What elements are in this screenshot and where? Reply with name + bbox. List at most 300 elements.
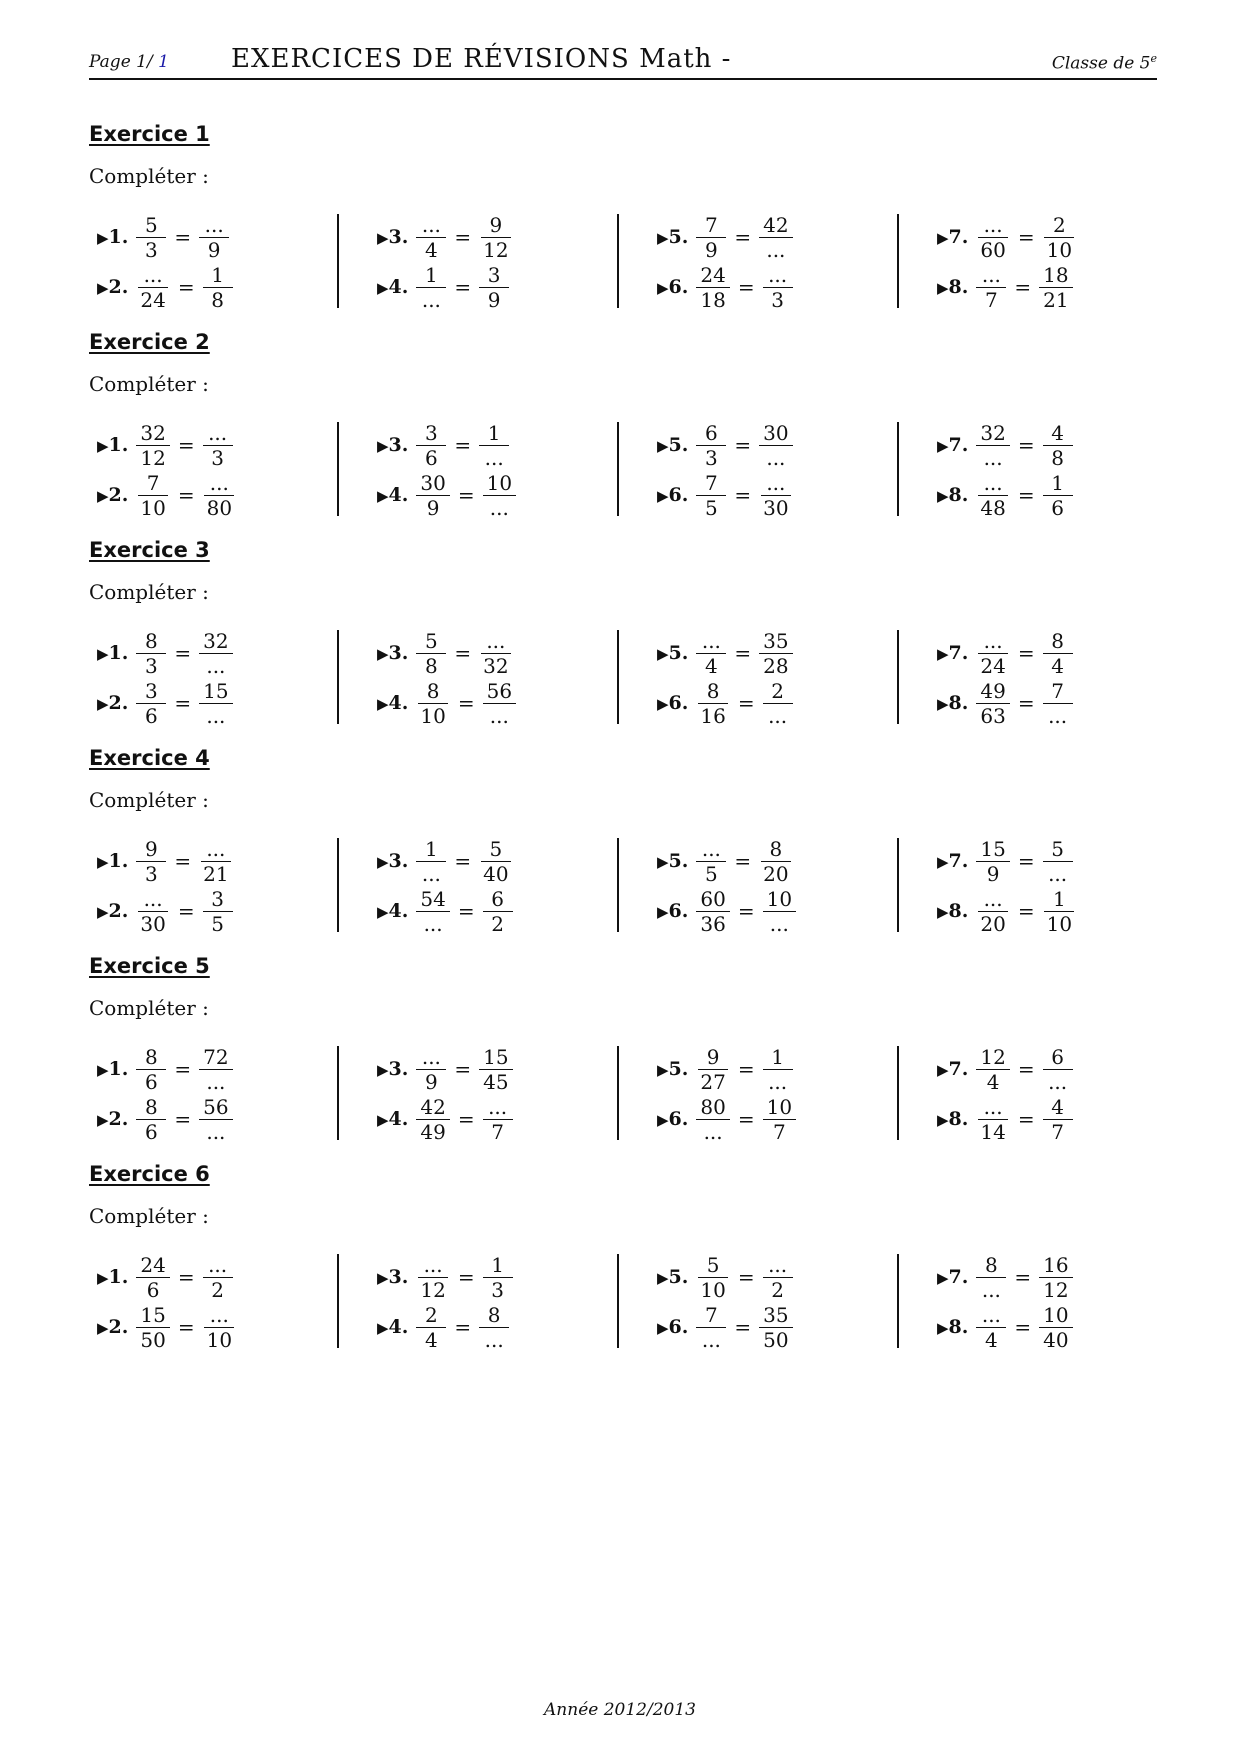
denominator: 30	[763, 495, 789, 520]
numerator: 30	[416, 471, 449, 496]
numerator: 8	[136, 1045, 166, 1070]
item-number: 3.	[388, 434, 409, 456]
numerator: 60	[696, 887, 729, 912]
item-label	[377, 226, 408, 248]
exercise-item	[97, 1094, 233, 1144]
exercise-item	[937, 678, 1073, 728]
denominator: 9	[705, 237, 718, 262]
triangle-icon: ▶	[937, 1061, 949, 1079]
triangle-icon: ▶	[657, 229, 669, 247]
item-number: 7.	[948, 642, 969, 664]
exercise-block	[0, 122, 1240, 352]
exercise-instruction: Compléter :	[89, 996, 209, 1020]
fraction	[479, 1303, 509, 1352]
equals-sign: =	[734, 849, 752, 873]
item-number: 5.	[668, 1266, 689, 1288]
item-label	[937, 692, 968, 714]
denominator: 10	[420, 703, 446, 728]
item-number: 1.	[108, 434, 129, 456]
numerator: 10	[483, 471, 516, 496]
denominator: 36	[700, 911, 726, 936]
exercise-title: Exercice 1	[89, 122, 210, 146]
numerator: 5	[481, 837, 511, 862]
item-number: 2.	[108, 1108, 129, 1130]
item-label	[937, 850, 968, 872]
column-divider	[617, 1046, 619, 1140]
numerator: 3	[136, 679, 166, 704]
denominator: 12	[140, 445, 166, 470]
fraction	[1043, 421, 1073, 470]
numerator: 24	[696, 263, 729, 288]
denominator: 3	[491, 1277, 504, 1302]
equals-sign: =	[177, 483, 195, 507]
equals-sign: =	[1014, 1265, 1032, 1289]
equals-sign: =	[457, 899, 475, 923]
numerator: 8	[136, 629, 166, 654]
item-label	[377, 1266, 408, 1288]
item-label	[377, 1058, 408, 1080]
fraction	[203, 471, 236, 520]
denominator: 9	[207, 237, 221, 262]
exercise-item	[97, 1302, 236, 1352]
numerator: 32	[136, 421, 169, 446]
denominator: 3	[145, 861, 158, 886]
fraction	[479, 263, 509, 312]
numerator: 3	[203, 887, 233, 912]
denominator: ...	[206, 653, 226, 678]
fraction	[203, 421, 233, 470]
denominator: 6	[1051, 495, 1064, 520]
exercise-item	[657, 678, 793, 728]
fraction	[976, 471, 1009, 520]
numerator: 10	[763, 1095, 796, 1120]
numerator: 6	[1043, 1045, 1073, 1070]
denominator: ...	[1048, 861, 1068, 886]
item-label	[97, 276, 128, 298]
triangle-icon: ▶	[377, 853, 389, 871]
denominator: ...	[981, 1277, 1001, 1302]
fraction	[416, 629, 446, 678]
denominator: 45	[483, 1069, 509, 1094]
triangle-icon: ▶	[377, 437, 389, 455]
item-label	[657, 226, 688, 248]
numerator: 1	[416, 837, 446, 862]
triangle-icon: ▶	[377, 695, 389, 713]
denominator: 6	[145, 1119, 158, 1144]
triangle-icon: ▶	[377, 1061, 389, 1079]
column-divider	[897, 422, 899, 516]
fraction	[976, 1253, 1006, 1302]
page-footer: Année 2012/2013	[544, 1700, 696, 1720]
item-number: 1.	[108, 1058, 129, 1080]
exercise-column	[369, 1252, 651, 1352]
denominator: ...	[484, 445, 504, 470]
numerator: 2	[416, 1303, 446, 1328]
fraction	[483, 471, 516, 520]
fraction	[763, 263, 793, 312]
numerator: 18	[1039, 263, 1072, 288]
triangle-icon: ▶	[97, 903, 109, 921]
fraction	[696, 213, 726, 262]
item-number: 4.	[388, 1108, 409, 1130]
denominator: 9	[487, 287, 501, 312]
fraction	[203, 1303, 236, 1352]
exercise-grid	[0, 836, 1240, 946]
denominator: 7	[772, 1119, 786, 1144]
equals-sign: =	[177, 275, 195, 299]
denominator: 24	[980, 653, 1006, 678]
triangle-icon: ▶	[937, 487, 949, 505]
numerator: 8	[1043, 629, 1073, 654]
denominator: ...	[703, 1119, 723, 1144]
denominator: 30	[140, 911, 166, 936]
equals-sign: =	[1017, 433, 1035, 457]
exercise-column	[89, 212, 371, 312]
fraction	[1043, 837, 1073, 886]
numerator: ...	[978, 629, 1008, 654]
denominator: 3	[145, 653, 158, 678]
numerator: 72	[199, 1045, 232, 1070]
triangle-icon: ▶	[97, 645, 109, 663]
item-number: 6.	[668, 484, 689, 506]
fraction	[976, 1095, 1009, 1144]
triangle-icon: ▶	[657, 1111, 669, 1129]
denominator: 12	[1043, 1277, 1069, 1302]
equals-sign: =	[454, 225, 472, 249]
fraction	[416, 1045, 446, 1094]
item-number: 6.	[668, 1316, 689, 1338]
exercise-grid	[0, 1252, 1240, 1362]
denominator: 10	[700, 1277, 726, 1302]
denominator: 2	[771, 1277, 784, 1302]
exercise-column	[649, 212, 931, 312]
fraction	[416, 1303, 446, 1352]
item-label	[657, 850, 688, 872]
exercise-grid	[0, 1044, 1240, 1154]
numerator: 5	[698, 1253, 728, 1278]
numerator: 3	[479, 263, 509, 288]
exercise-instruction: Compléter :	[89, 1204, 209, 1228]
item-number: 2.	[108, 900, 129, 922]
item-number: 3.	[388, 226, 409, 248]
numerator: 35	[759, 1303, 792, 1328]
equals-sign: =	[1017, 691, 1035, 715]
numerator: 2	[763, 679, 793, 704]
item-label	[97, 226, 128, 248]
triangle-icon: ▶	[97, 487, 109, 505]
exercise-instruction: Compléter :	[89, 372, 209, 396]
numerator: 10	[1039, 1303, 1072, 1328]
equals-sign: =	[734, 225, 752, 249]
triangle-icon: ▶	[657, 645, 669, 663]
exercise-item	[657, 1094, 796, 1144]
item-number: 6.	[668, 692, 689, 714]
exercise-column	[369, 212, 651, 312]
exercise-item	[657, 262, 793, 312]
fraction	[696, 263, 729, 312]
exercise-item	[377, 1252, 513, 1302]
denominator: ...	[206, 1119, 226, 1144]
numerator: ...	[203, 421, 233, 446]
numerator: ...	[201, 837, 231, 862]
item-label	[97, 1266, 128, 1288]
fraction	[483, 1095, 513, 1144]
equals-sign: =	[734, 641, 752, 665]
exercise-column	[929, 836, 1211, 936]
equals-sign: =	[174, 225, 192, 249]
denominator: 6	[145, 1069, 158, 1094]
fraction	[136, 213, 166, 262]
item-label	[657, 1266, 688, 1288]
triangle-icon: ▶	[97, 1061, 109, 1079]
exercise-item	[657, 1302, 793, 1352]
exercise-title: Exercice 5	[89, 954, 210, 978]
denominator: 48	[980, 495, 1006, 520]
numerator: 8	[761, 837, 791, 862]
item-number: 3.	[388, 1058, 409, 1080]
denominator: 10	[1046, 237, 1073, 262]
numerator: 6	[696, 421, 726, 446]
exercise-column	[89, 836, 371, 936]
denominator: 20	[763, 861, 789, 886]
item-label	[657, 642, 688, 664]
item-number: 4.	[388, 276, 409, 298]
denominator: 6	[145, 703, 158, 728]
item-label	[97, 484, 128, 506]
exercise-item	[657, 420, 793, 470]
numerator: ...	[978, 1095, 1008, 1120]
exercise-column	[89, 628, 371, 728]
fraction	[696, 1303, 726, 1352]
equals-sign: =	[174, 849, 192, 873]
equals-sign: =	[177, 433, 195, 457]
equals-sign: =	[737, 1265, 755, 1289]
exercise-item	[937, 1252, 1073, 1302]
item-label	[937, 1108, 968, 1130]
fraction	[416, 837, 446, 886]
numerator: 4	[1043, 421, 1073, 446]
denominator: 40	[1043, 1327, 1069, 1352]
item-label	[937, 276, 968, 298]
denominator: 27	[700, 1069, 726, 1094]
numerator: 7	[1043, 679, 1073, 704]
exercise-item	[937, 628, 1073, 678]
denominator: 50	[763, 1327, 789, 1352]
exercise-title: Exercice 3	[89, 538, 210, 562]
numerator: ...	[416, 213, 446, 238]
denominator: 10	[206, 1327, 233, 1352]
exercise-item	[97, 628, 233, 678]
triangle-icon: ▶	[377, 1269, 389, 1287]
item-label	[97, 434, 128, 456]
exercise-item	[377, 262, 509, 312]
denominator: 28	[763, 653, 789, 678]
item-number: 5.	[668, 1058, 689, 1080]
exercise-item	[657, 628, 793, 678]
equals-sign: =	[454, 641, 472, 665]
triangle-icon: ▶	[937, 695, 949, 713]
numerator: 8	[976, 1253, 1006, 1278]
fraction	[416, 887, 449, 936]
numerator: 49	[976, 679, 1009, 704]
item-number: 6.	[668, 900, 689, 922]
fraction	[136, 837, 166, 886]
numerator: ...	[763, 1253, 793, 1278]
numerator: 24	[136, 1253, 169, 1278]
equals-sign: =	[737, 899, 755, 923]
numerator: 80	[696, 1095, 729, 1120]
item-number: 5.	[668, 226, 689, 248]
exercise-item	[657, 1044, 793, 1094]
denominator: 4	[425, 237, 438, 262]
denominator: 3	[771, 287, 784, 312]
fraction	[763, 1095, 796, 1144]
item-label	[377, 692, 408, 714]
fraction	[199, 213, 229, 262]
equals-sign: =	[1014, 1315, 1032, 1339]
exercise-column	[929, 1252, 1211, 1352]
item-number: 2.	[108, 692, 129, 714]
fraction	[1039, 263, 1072, 312]
exercise-grid	[0, 212, 1240, 322]
numerator: 32	[199, 629, 232, 654]
exercise-column	[649, 420, 931, 520]
fraction	[199, 629, 232, 678]
numerator: ...	[978, 213, 1008, 238]
equals-sign: =	[457, 483, 475, 507]
denominator: 5	[705, 861, 718, 886]
equals-sign: =	[1017, 483, 1035, 507]
item-label	[377, 642, 408, 664]
equals-sign: =	[1017, 225, 1035, 249]
numerator: ...	[696, 837, 726, 862]
exercise-item	[97, 678, 233, 728]
numerator: 5	[416, 629, 446, 654]
numerator: ...	[199, 213, 229, 238]
fraction	[203, 1253, 233, 1302]
fraction	[479, 1045, 512, 1094]
item-label	[377, 276, 408, 298]
item-number: 5.	[668, 434, 689, 456]
triangle-icon: ▶	[97, 1111, 109, 1129]
numerator: 9	[481, 213, 511, 238]
fraction	[483, 887, 513, 936]
fraction	[199, 679, 232, 728]
exercise-item	[377, 470, 516, 520]
exercise-block	[0, 1162, 1240, 1392]
fraction	[976, 887, 1009, 936]
exercise-item	[937, 886, 1076, 936]
column-divider	[897, 630, 899, 724]
item-number: 7.	[948, 226, 969, 248]
denominator: 20	[980, 911, 1006, 936]
exercise-column	[929, 420, 1211, 520]
fraction	[1039, 1253, 1072, 1302]
fraction	[199, 1095, 232, 1144]
equals-sign: =	[177, 1315, 195, 1339]
item-number: 8.	[948, 276, 969, 298]
item-label	[377, 1108, 408, 1130]
exercise-block	[0, 746, 1240, 976]
fraction	[136, 1095, 166, 1144]
exercise-grid	[0, 628, 1240, 738]
class-label	[1052, 52, 1157, 74]
denominator: ...	[484, 1327, 504, 1352]
numerator: 15	[199, 679, 232, 704]
fraction	[136, 421, 169, 470]
item-number: 7.	[948, 434, 969, 456]
fraction	[479, 213, 512, 262]
fraction	[1043, 887, 1076, 936]
fraction	[696, 1253, 729, 1302]
fraction	[1043, 629, 1073, 678]
item-number: 5.	[668, 642, 689, 664]
fraction	[976, 679, 1009, 728]
denominator: 8	[425, 653, 438, 678]
exercise-column	[369, 836, 651, 936]
fraction	[479, 629, 512, 678]
denominator: 8	[211, 287, 224, 312]
triangle-icon: ▶	[97, 1319, 109, 1337]
exercise-item	[97, 212, 229, 262]
exercise-title: Exercice 2	[89, 330, 210, 354]
item-label	[97, 850, 128, 872]
denominator: 7	[985, 287, 998, 312]
denominator: 10	[140, 495, 166, 520]
triangle-icon: ▶	[377, 645, 389, 663]
denominator: ...	[423, 911, 443, 936]
fraction	[696, 887, 729, 936]
page-total-link[interactable]: 1	[158, 52, 169, 72]
numerator: 5	[136, 213, 166, 238]
numerator: ...	[978, 471, 1008, 496]
exercise-column	[929, 628, 1211, 728]
triangle-icon: ▶	[377, 1111, 389, 1129]
fraction	[976, 263, 1006, 312]
item-label	[657, 1316, 688, 1338]
numerator: 15	[136, 1303, 169, 1328]
item-label	[97, 900, 128, 922]
item-label	[97, 1058, 128, 1080]
fraction	[136, 1045, 166, 1094]
denominator: ...	[489, 495, 509, 520]
triangle-icon: ▶	[377, 279, 389, 297]
exercise-item	[97, 420, 233, 470]
numerator: 30	[759, 421, 792, 446]
item-label	[657, 692, 688, 714]
equals-sign: =	[737, 1107, 755, 1131]
column-divider	[617, 422, 619, 516]
equals-sign: =	[454, 1315, 472, 1339]
numerator: 8	[698, 679, 728, 704]
denominator: 50	[140, 1327, 166, 1352]
numerator: ...	[696, 629, 726, 654]
exercise-column	[649, 1252, 931, 1352]
numerator: ...	[483, 1095, 513, 1120]
exercise-item	[377, 420, 509, 470]
fraction	[696, 1045, 729, 1094]
fraction	[136, 887, 169, 936]
item-label	[657, 1058, 688, 1080]
item-number: 8.	[948, 692, 969, 714]
fraction	[1043, 1045, 1073, 1094]
equals-sign: =	[174, 1057, 192, 1081]
triangle-icon: ▶	[657, 279, 669, 297]
exercise-column	[649, 1044, 931, 1144]
denominator: ...	[489, 703, 509, 728]
exercise-item	[97, 886, 233, 936]
numerator: ...	[138, 263, 168, 288]
